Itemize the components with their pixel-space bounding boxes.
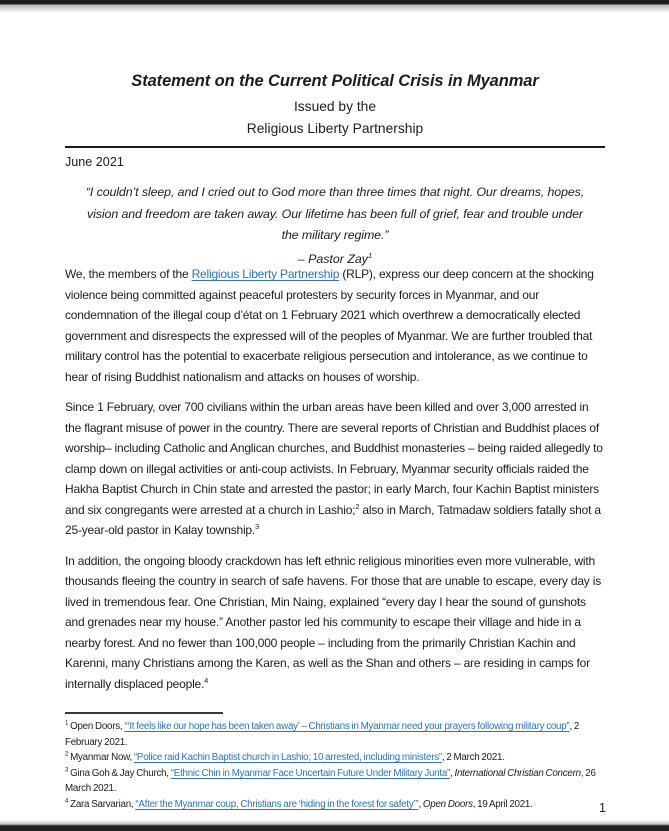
text-segment: also in March, Tatmadaw soldiers fatally shot a 25-year-old pastor in Kalay township.	[65, 502, 601, 537]
page-bottom-edge	[0, 820, 669, 831]
text-segment: , 19 April 2021.	[472, 798, 533, 810]
text-segment: We, the members of the	[65, 267, 192, 281]
footnote-marker: 2	[355, 501, 360, 511]
document-subtitle-issued-by: Issued by the	[293, 99, 377, 114]
footnote-4	[65, 797, 609, 813]
footnote-3	[65, 766, 609, 797]
text-segment: Open Doors,	[68, 721, 125, 732]
date-line: June 2021	[65, 155, 124, 169]
hyperlink[interactable]: “‘It feels like our hope has been taken away’ – Christians in Myanmar need your prayers following military coup”	[124, 721, 570, 732]
text-segment: , 2 February 2021.	[65, 721, 580, 748]
footnote-2	[65, 750, 609, 766]
footnotes-section	[65, 712, 609, 813]
footnote-marker: 3	[65, 767, 69, 774]
paragraph-2	[65, 397, 607, 541]
text-segment: (RLP), express our deep concern at the shocking violence being committed against peaceful protesters by security forces in Myanmar, and our condemnation of the illegal coup d’état on 1 February 2021 which overthrew a democratically elected government and disrespects the expressed will of the peoples of Myanmar. We are further troubled that military control has the potential to exacerbate religious persecution and intolerance, as we continue to hear of rising Buddhist nationalism and attacks on houses of worship.	[65, 267, 594, 384]
hyperlink[interactable]: “After the Myanmar coup, Christians are ‘hiding in the forest for safety’”	[135, 798, 419, 810]
hyperlink[interactable]: “Ethnic Chin in Myanmar Face Uncertain Future Under Military Junta”	[170, 767, 451, 779]
text-segment: – Pastor Zay	[297, 251, 368, 266]
document-body	[65, 264, 607, 710]
footnote-marker: 4	[65, 798, 69, 805]
footnote-1	[65, 719, 609, 750]
document-subtitle-organization: Religious Liberty Partnership	[246, 121, 424, 136]
page-number: 1	[599, 801, 606, 815]
quote-block: “I couldn’t sleep, and I cried out to God more than three times that night. Our dreams, hopes, vision and freedom are taken away. Our lifetime has been full of grief, fear and trouble under the military regime.”	[85, 185, 585, 242]
footnote-marker: 3	[255, 522, 259, 531]
text-segment: Myanmar Now,	[68, 752, 134, 764]
text-segment: Gina Goh & Jay Church,	[68, 767, 171, 779]
text-segment: International Christian Concern	[454, 767, 581, 779]
text-segment: , 2 March 2021.	[441, 752, 505, 764]
footnote-marker: 2	[65, 751, 69, 758]
footnote-marker: 4	[204, 675, 209, 685]
text-segment: ,	[450, 767, 455, 779]
text-segment: , 26 March 2021.	[65, 767, 596, 795]
text-segment: In addition, the ongoing bloody crackdown has left ethnic religious minorities even more vulnerable, with thousands fleeing the country in search of safe havens. For those that are unable to escape, every day is lived in tremendous fear. One Christian, Min Naing, explained “every day I hear the sound of gunshots and grenades near my house.” Another pastor led his community to escape their village and hide in a nearby forest. And no fewer than 100,000 people – including from the primarily Christian Kachin and Karenni, many Christians among the Karen, as well as the Shan and others – are residing in camps for internally displaced people.	[65, 553, 602, 691]
footnote-marker: 1	[65, 720, 69, 727]
text-segment: Open Doors	[422, 798, 473, 810]
hyperlink[interactable]: Religious Liberty Partnership	[191, 267, 340, 281]
document-title: Statement on the Current Political Crisis in Myanmar	[131, 72, 539, 90]
text-segment: Zara Sarvarian,	[68, 798, 136, 810]
footnote-divider	[65, 712, 223, 714]
document-content	[65, 0, 605, 270]
header-divider	[65, 146, 605, 148]
text-segment: Since 1 February, over 700 civilians within the urban areas have been killed and over 3,000 arrested in the flagrant misuse of power in the country. There are several reports of Christian and Buddhist places of worship– including Catholic and Anglican churches, and Buddhist monasteries – being raided allegedly to clamp down on illegal activities or anti-coup activists. In February, Myanmar security officials raided the Hakha Baptist Church in Chin state and arrested the pastor; in early March, four Kachin Baptist ministers and six congregants were arrested at a church in Lashio;	[65, 400, 603, 517]
paragraph-1	[65, 264, 607, 387]
text-segment: ,	[418, 798, 423, 810]
hyperlink[interactable]: “Police raid Kachin Baptist church in Lashio; 10 arrested, including ministers”	[133, 752, 442, 764]
footnote-marker: 1	[367, 250, 373, 260]
paragraph-3	[65, 551, 607, 695]
